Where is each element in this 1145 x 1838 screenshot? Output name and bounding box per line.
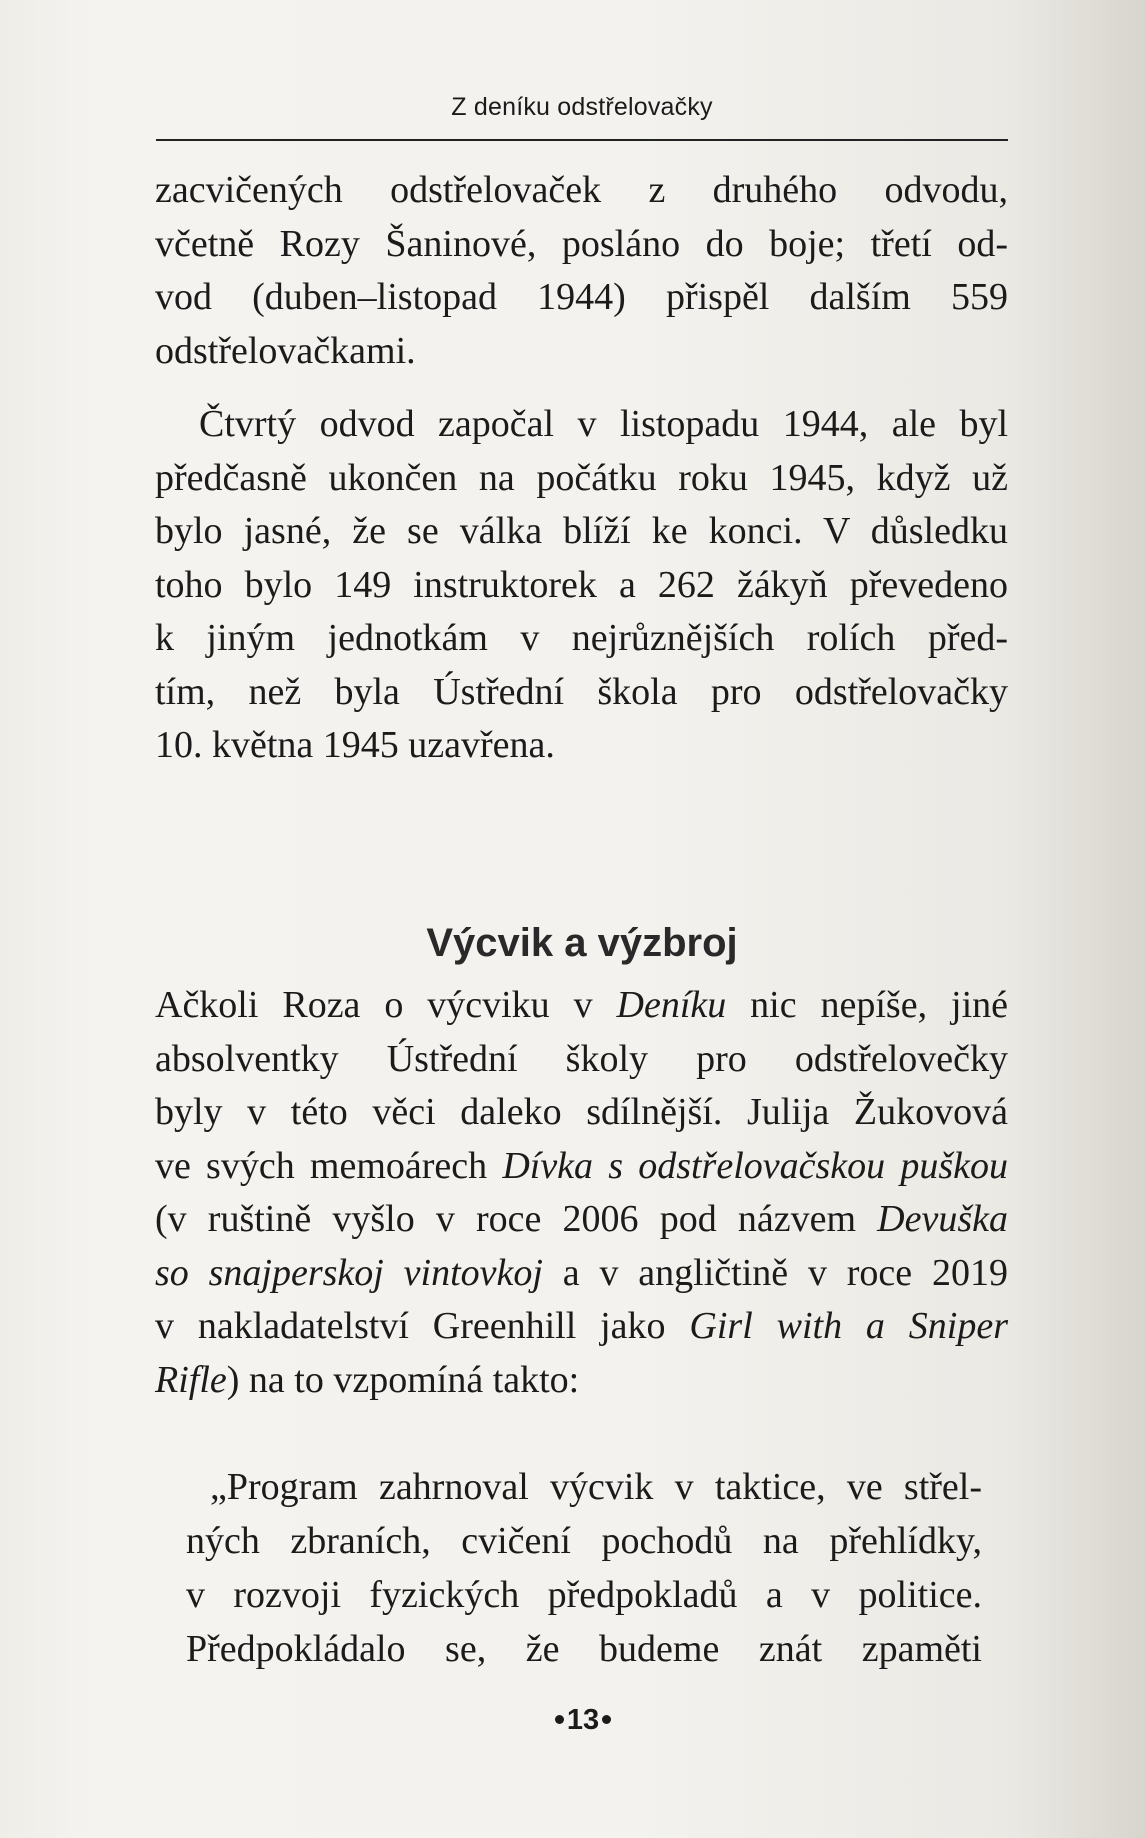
text-line: v nakladatelství Greenhill jako Girl with a Sniper xyxy=(155,1305,1008,1347)
text-line: k jiným jednotkám v nejrůznějších rolích před- xyxy=(155,617,1008,659)
quote-line: v rozvoji fyzických předpokladů a v politice. xyxy=(186,1574,982,1616)
italic-title: Dívka s odstřelovačskou puškou xyxy=(502,1144,1008,1187)
text-line: 10. května 1945 uzavřena. xyxy=(155,724,555,766)
italic-title: Devuška xyxy=(877,1198,1008,1240)
header-rule xyxy=(156,139,1008,141)
text-line: včetně Rozy Šaninové, posláno do boje; třetí od- xyxy=(155,222,1008,265)
paragraph-1 xyxy=(155,164,1008,378)
paragraph-2 xyxy=(155,398,1008,773)
text-line: so snajperskoj vintovkoj a v angličtině v roce 2019 xyxy=(155,1251,1008,1294)
text-line: ve svých memoárech Dívka s odstřelovačskou puškou xyxy=(155,1144,1008,1187)
text-line: absolventky Ústřední školy pro odstřelovečky xyxy=(155,1037,1008,1080)
italic-title: Girl with a Sniper xyxy=(689,1305,1008,1347)
text-line: Ačkoli Roza o výcviku v Deníku nic nepíše, jiné xyxy=(155,984,1008,1026)
bullet-icon xyxy=(555,1715,564,1724)
quote-line: ných zbraních, cvičení pochodů na přehlídky, xyxy=(186,1520,982,1562)
italic-title: Rifle xyxy=(155,1358,227,1401)
text-line: tím, než byla Ústřední škola pro odstřelovačky xyxy=(155,670,1008,713)
quote-line: Předpokládalo se, že budeme znát zpaměti xyxy=(186,1628,982,1670)
block-quote xyxy=(186,1460,982,1676)
text-line: odstřelovačkami. xyxy=(155,329,416,372)
page-number xyxy=(528,1703,638,1737)
quote-line: „Program zahrnoval výcvik v taktice, ve střel- xyxy=(210,1466,982,1508)
text-line: zacvičených odstřelovaček z druhého odvodu, xyxy=(155,169,1008,211)
running-head: Z deníku odstřelovačky xyxy=(451,93,713,121)
paragraph-3 xyxy=(155,979,1008,1407)
page-number-text: 13 xyxy=(566,1704,600,1736)
italic-title: Deníku xyxy=(616,984,727,1026)
text-line: Rifle) na to vzpomíná takto: xyxy=(155,1358,580,1401)
text-line: vod (duben–listopad 1944) přispěl dalším 559 xyxy=(155,276,1008,318)
text-line: (v ruštině vyšlo v roce 2006 pod názvem Devuška xyxy=(155,1198,1008,1240)
section-heading: Výcvik a výzbroj xyxy=(426,921,738,966)
text-line: předčasně ukončen na počátku roku 1945, když už xyxy=(155,456,1008,499)
text-line: Čtvrtý odvod započal v listopadu 1944, ale byl xyxy=(199,403,1008,445)
text-line: byly v této věci daleko sdílnější. Julija Žukovová xyxy=(155,1091,1008,1133)
italic-title: so snajperskoj vintovkoj xyxy=(155,1251,543,1294)
text-line: bylo jasné, že se válka blíží ke konci. V důsledku xyxy=(155,510,1008,552)
text-line: toho bylo 149 instruktorek a 262 žákyň převedeno xyxy=(155,563,1008,606)
bullet-icon xyxy=(602,1715,611,1724)
